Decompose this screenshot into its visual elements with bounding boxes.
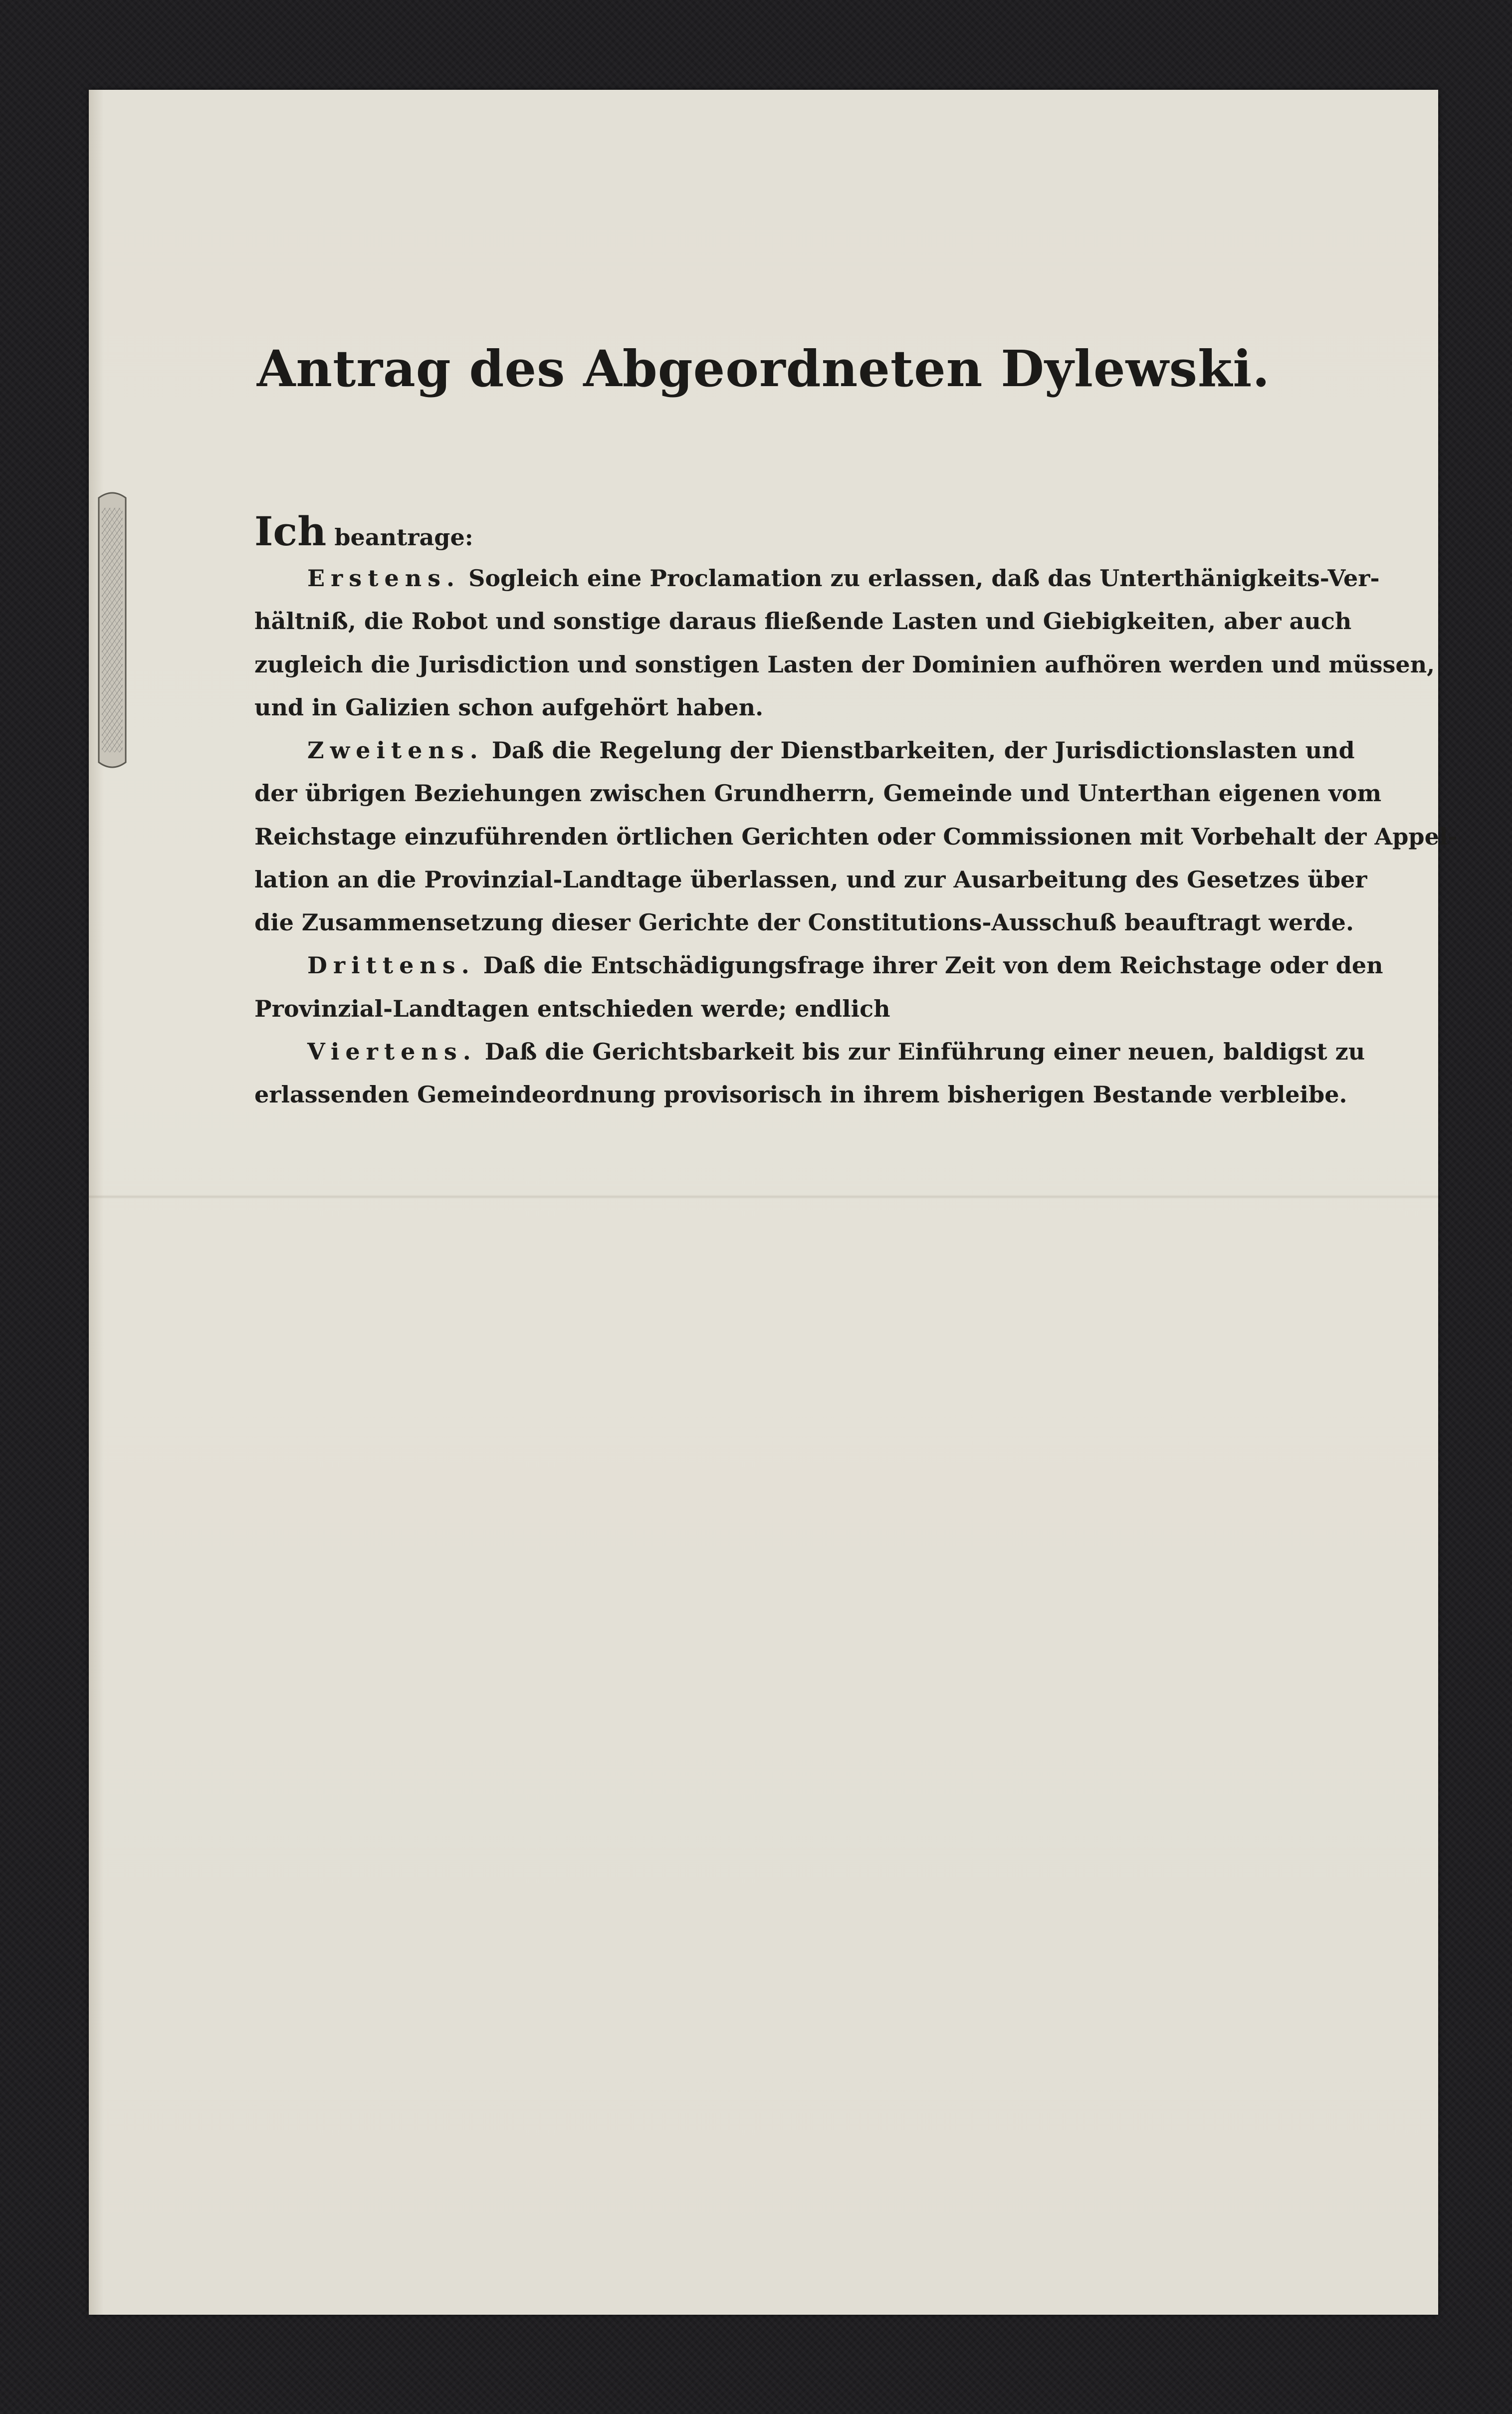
line-text: Provinzial-Landtagen entschieden werde; endlich bbox=[254, 995, 890, 1022]
paragraph-line bbox=[254, 993, 1322, 1025]
paragraph-line bbox=[254, 821, 1458, 853]
point-label: Viertens. bbox=[307, 1038, 477, 1065]
paragraph-line bbox=[254, 649, 1435, 680]
paragraph-line bbox=[254, 605, 1352, 637]
paragraph-line bbox=[254, 864, 1367, 895]
page-edge-shadow bbox=[89, 90, 104, 2315]
binding-tab-icon bbox=[95, 488, 130, 772]
paragraph-line bbox=[254, 691, 1322, 723]
line-text: zugleich die Jurisdiction und sonstigen Lasten der Dominien aufhören werden und müssen, bbox=[254, 651, 1435, 678]
page-fold-line bbox=[89, 1195, 1438, 1199]
paragraph-line bbox=[254, 1079, 1347, 1110]
paragraph-line bbox=[254, 777, 1382, 809]
point-label: Drittens. bbox=[307, 952, 475, 979]
document-title: Antrag des Abgeordneten Dylewski. bbox=[256, 339, 1271, 398]
paragraph-line bbox=[254, 949, 1383, 981]
line-text: und in Galizien schon aufgehört haben. bbox=[254, 694, 764, 721]
document-page bbox=[89, 90, 1458, 2315]
intro-initial: Ich bbox=[254, 508, 327, 555]
line-text: lation an die Provinzial-Landtage überlassen, und zur Ausarbeitung des Gesetzes über bbox=[254, 866, 1367, 893]
line-text: hältniß, die Robot und sonstige daraus fließende Lasten und Giebigkeiten, aber auch bbox=[254, 608, 1352, 635]
line-text: Sogleich eine Proclamation zu erlassen, daß das Unterthänigkeits-Ver- bbox=[468, 565, 1380, 592]
paragraph-line bbox=[254, 734, 1355, 766]
line-text: die Zusammensetzung dieser Gerichte der Constitutions-Ausschuß beauftragt werde. bbox=[254, 909, 1354, 936]
line-text: erlassenden Gemeindeordnung provisorisch in ihrem bisherigen Bestande verbleibe. bbox=[254, 1081, 1347, 1108]
line-text: Daß die Entschädigungsfrage ihrer Zeit von dem Reichstage oder den bbox=[483, 952, 1383, 979]
paragraph-line bbox=[254, 1036, 1365, 1068]
line-text: der übrigen Beziehungen zwischen Grundherrn, Gemeinde und Unterthan eigenen vom bbox=[254, 780, 1382, 807]
line-text: Reichstage einzuführenden örtlichen Gerichten oder Commissionen mit Vorbehalt der Appel- bbox=[254, 823, 1458, 850]
paragraph-line bbox=[254, 906, 1354, 938]
line-text: Daß die Gerichtsbarkeit bis zur Einführung einer neuen, baldigst zu bbox=[484, 1038, 1365, 1065]
line-text: Daß die Regelung der Dienstbarkeiten, der Jurisdictionslasten und bbox=[491, 737, 1355, 764]
point-label: Zweitens. bbox=[307, 737, 484, 764]
intro-line bbox=[254, 509, 1322, 554]
intro-text: beantrage: bbox=[334, 524, 473, 551]
point-label: Erstens. bbox=[307, 565, 461, 592]
paragraph-line bbox=[254, 562, 1380, 594]
